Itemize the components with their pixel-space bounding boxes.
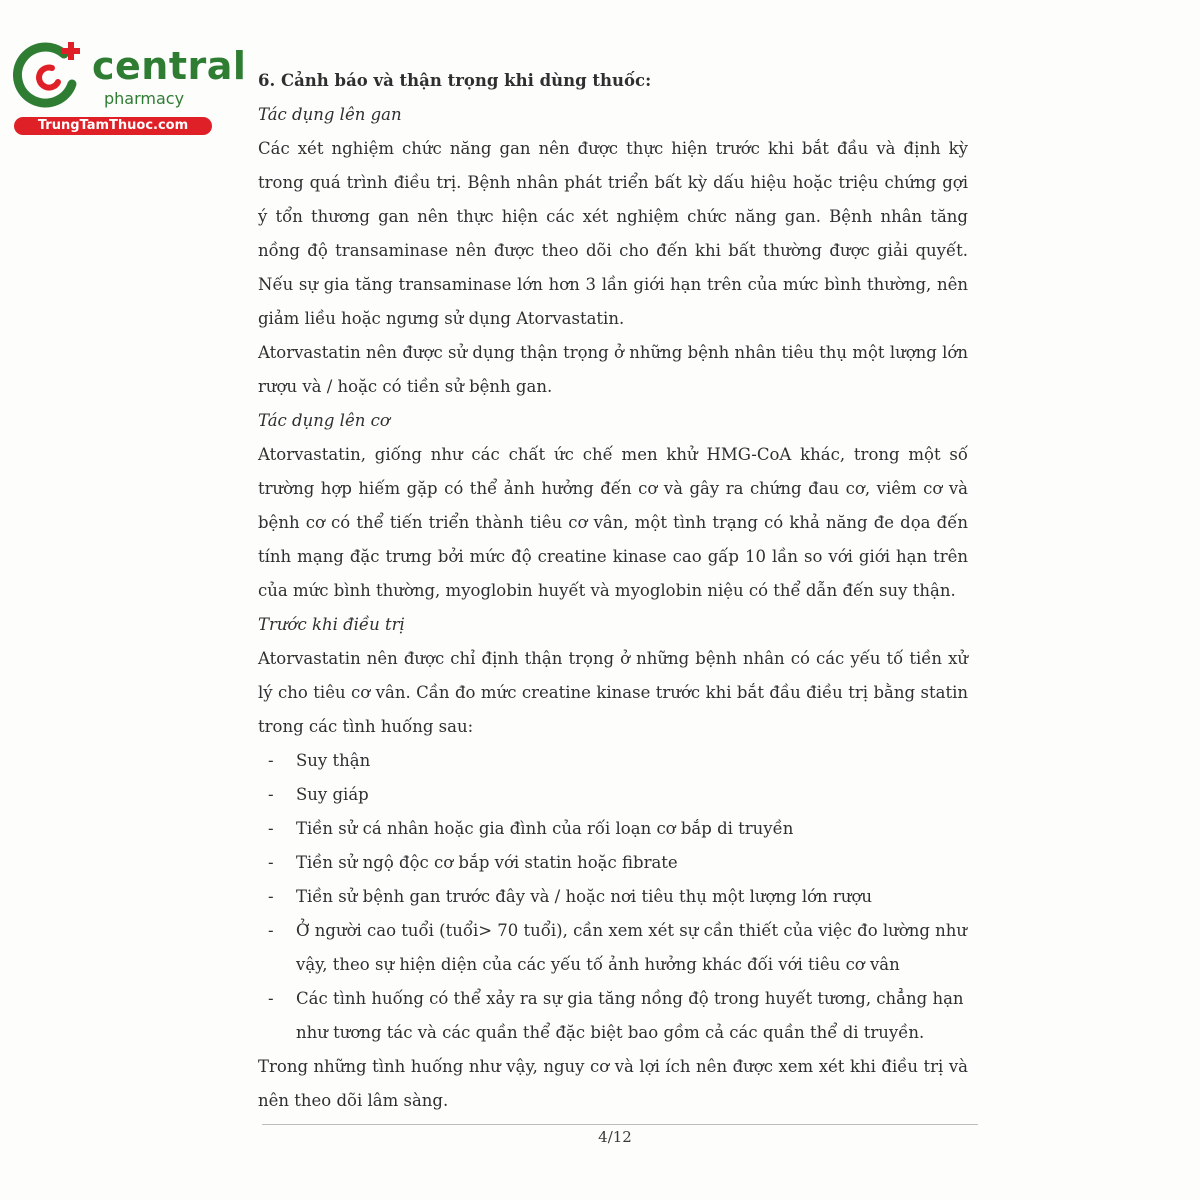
list-item: - Suy thận: [258, 744, 968, 778]
list-item: - Tiền sử bệnh gan trước đây và / hoặc nơi tiêu thụ một lượng lớn rượu: [258, 880, 968, 914]
subsection-title-liver: Tác dụng lên gan: [258, 105, 402, 124]
document-body: [258, 64, 968, 1118]
list-item: - Tiền sử ngộ độc cơ bắp với statin hoặc fibrate: [258, 846, 968, 880]
logo-brand-text: central: [92, 44, 247, 88]
paragraph: Atorvastatin nên được sử dụng thận trọng ở những bệnh nhân tiêu thụ một lượng lớn rượu và / hoặc có tiền sử bệnh gan.: [258, 343, 968, 396]
section-heading: 6. Cảnh báo và thận trọng khi dùng thuốc:: [258, 71, 652, 90]
page-number: 4/12: [598, 1128, 632, 1146]
list-item: - Ở người cao tuổi (tuổi> 70 tuổi), cần xem xét sự cần thiết của việc đo lường như vậy, theo sự hiện diện của các yếu tố ảnh hưởng khác đối với tiêu cơ vân: [258, 914, 968, 982]
logo-site-badge: TrungTamThuoc.com: [14, 117, 212, 135]
pharmacy-cross-icon: [12, 38, 90, 110]
paragraph: Atorvastatin nên được chỉ định thận trọng ở những bệnh nhân có các yếu tố tiền xử lý cho tiêu cơ vân. Cần đo mức creatine kinase trước khi bắt đầu điều trị bằng statin trong các tình huống sau:: [258, 649, 968, 736]
paragraph: Atorvastatin, giống như các chất ức chế men khử HMG-CoA khác, trong một số trường hợp hiếm gặp có thể ảnh hưởng đến cơ và gây ra chứng đau cơ, viêm cơ và bệnh cơ có thể tiến triển thành tiêu cơ vân, một tình trạng có khả năng đe dọa đến tính mạng đặc trưng bởi mức độ creatine kinase cao gấp 10 lần so với giới hạn trên của mức bình thường, myoglobin huyết và myoglobin niệu có thể dẫn đến suy thận.: [258, 445, 968, 600]
footer-divider: [262, 1124, 978, 1125]
logo-sub-text: pharmacy: [104, 89, 185, 108]
list-item: - Các tình huống có thể xảy ra sự gia tăng nồng độ trong huyết tương, chẳng hạn như tương tác và các quần thể đặc biệt bao gồm cả các quần thể di truyền.: [258, 982, 968, 1050]
risk-factor-list: [258, 744, 968, 1050]
central-pharmacy-logo: [12, 38, 247, 138]
paragraph: Các xét nghiệm chức năng gan nên được thực hiện trước khi bắt đầu và định kỳ trong quá trình điều trị. Bệnh nhân phát triển bất kỳ dấu hiệu hoặc triệu chứng gợi ý tổn thương gan nên thực hiện các xét nghiệm chức năng gan. Bệnh nhân tăng nồng độ transaminase nên được theo dõi cho đến khi bất thường được giải quyết. Nếu sự gia tăng transaminase lớn hơn 3 lần giới hạn trên của mức bình thường, nên giảm liều hoặc ngưng sử dụng Atorvastatin.: [258, 139, 968, 328]
subsection-title-muscle: Tác dụng lên cơ: [258, 411, 390, 430]
list-item: - Suy giáp: [258, 778, 968, 812]
subsection-title-before-treatment: Trước khi điều trị: [258, 615, 405, 634]
list-item: - Tiền sử cá nhân hoặc gia đình của rối loạn cơ bắp di truyền: [258, 812, 968, 846]
closing-paragraph: Trong những tình huống như vậy, nguy cơ và lợi ích nên được xem xét khi điều trị và nên theo dõi lâm sàng.: [258, 1057, 968, 1110]
